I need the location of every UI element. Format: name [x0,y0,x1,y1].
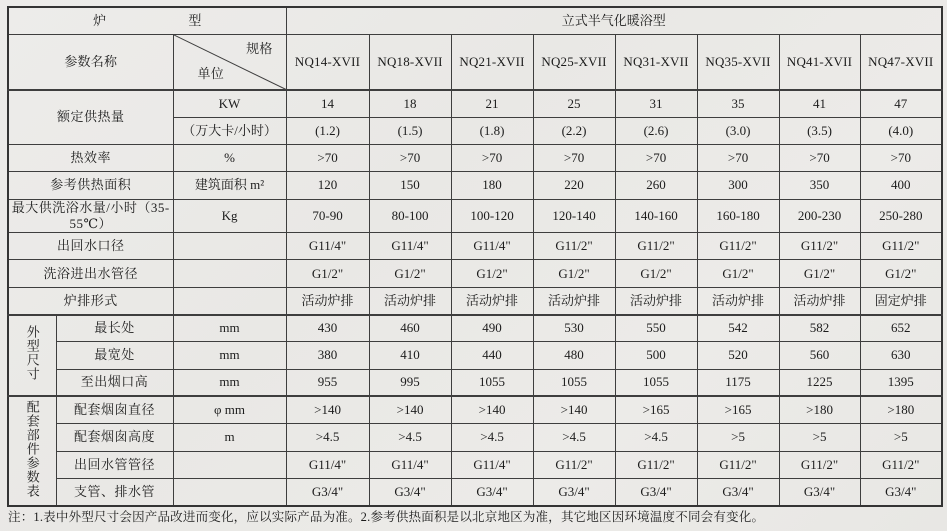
value-cell: G11/2" [860,233,942,260]
value-cell: G1/2" [451,260,533,287]
value-cell: (3.0) [697,117,779,144]
value-cell: 100-120 [451,199,533,233]
value-cell: >70 [286,145,369,172]
value-cell: 490 [451,315,533,342]
spec-table [7,6,943,507]
value-cell: G3/4" [369,478,451,505]
model-header: NQ41-XVII [779,34,860,90]
value-cell: 150 [369,172,451,199]
table-row [8,145,942,172]
unit-cell: m [173,424,286,451]
param-name: 最宽处 [56,342,173,369]
value-cell: (3.5) [779,117,860,144]
unit-cell: mm [173,369,286,396]
value-cell: >140 [451,396,533,423]
value-cell: >4.5 [286,424,369,451]
value-cell: 活动炉排 [533,287,615,314]
value-cell: (4.0) [860,117,942,144]
param-name: 参考供热面积 [8,172,173,199]
value-cell: 260 [615,172,697,199]
unit-cell [173,287,286,314]
unit-cell [173,478,286,505]
value-cell: 380 [286,342,369,369]
value-cell: >5 [697,424,779,451]
value-cell: G11/2" [533,233,615,260]
value-cell: >5 [779,424,860,451]
value-cell: G11/4" [286,233,369,260]
unit-cell: 建筑面积 m² [173,172,286,199]
value-cell: 440 [451,342,533,369]
value-cell: 560 [779,342,860,369]
value-cell: 120 [286,172,369,199]
value-cell: 14 [286,90,369,117]
value-cell: 500 [615,342,697,369]
value-cell: G11/4" [451,233,533,260]
value-cell: (1.5) [369,117,451,144]
value-cell: >140 [286,396,369,423]
value-cell: 1225 [779,369,860,396]
value-cell: 活动炉排 [369,287,451,314]
value-cell: 活动炉排 [779,287,860,314]
value-cell: 25 [533,90,615,117]
param-name: 热效率 [8,145,173,172]
value-cell: 180 [451,172,533,199]
value-cell: G1/2" [615,260,697,287]
table-row [8,478,942,505]
model-header: NQ35-XVII [697,34,779,90]
table-row [8,396,942,423]
value-cell: 542 [697,315,779,342]
group-label-dimensions [8,315,56,397]
value-cell: G11/2" [779,233,860,260]
value-cell: 582 [779,315,860,342]
value-cell: >4.5 [451,424,533,451]
value-cell: G3/4" [697,478,779,505]
value-cell: 1055 [533,369,615,396]
model-header: NQ14-XVII [286,34,369,90]
param-name-header: 参数名称 [8,34,173,90]
value-cell: >4.5 [369,424,451,451]
spec-unit-diagonal-cell [173,34,286,90]
value-cell: 1055 [451,369,533,396]
value-cell: 300 [697,172,779,199]
table-row [8,424,942,451]
table-row [8,199,942,233]
param-name: 炉排形式 [8,287,173,314]
value-cell: 活动炉排 [451,287,533,314]
unit-cell: mm [173,315,286,342]
spec-label: 规格 [246,40,273,56]
group-label-text: 外型尺寸 [24,325,40,382]
value-cell: G1/2" [697,260,779,287]
value-cell: 21 [451,90,533,117]
value-cell: 1395 [860,369,942,396]
value-cell: 活动炉排 [286,287,369,314]
value-cell: 480 [533,342,615,369]
model-header: NQ31-XVII [615,34,697,90]
value-cell: (2.6) [615,117,697,144]
table-row [8,90,942,117]
value-cell: G1/2" [369,260,451,287]
value-cell: 160-180 [697,199,779,233]
model-header: NQ25-XVII [533,34,615,90]
value-cell: G3/4" [860,478,942,505]
value-cell: >70 [369,145,451,172]
series-title: 立式半气化暖浴型 [286,7,942,34]
unit-cell: mm [173,342,286,369]
value-cell: (1.8) [451,117,533,144]
param-name: 支管、排水管 [56,478,173,505]
value-cell: G11/4" [286,451,369,478]
value-cell: 200-230 [779,199,860,233]
param-name: 配套烟囱直径 [56,396,173,423]
value-cell: >165 [615,396,697,423]
value-cell: 固定炉排 [860,287,942,314]
value-cell: G3/4" [451,478,533,505]
table-row [8,315,942,342]
table-row [8,451,942,478]
footnote: 注：1.表中外型尺寸会因产品改进而变化，应以实际产品为准。2.参考供热面积是以北京地区为准，其它地区因环境温度不同会有变化。 [8,510,765,524]
value-cell: 460 [369,315,451,342]
value-cell: G1/2" [860,260,942,287]
unit-cell: % [173,145,286,172]
table-row [8,233,942,260]
value-cell: G3/4" [615,478,697,505]
furnace-type-char-2: 型 [188,12,202,28]
value-cell: G11/2" [697,451,779,478]
value-cell: 120-140 [533,199,615,233]
value-cell: 活动炉排 [697,287,779,314]
value-cell: >70 [615,145,697,172]
value-cell: 41 [779,90,860,117]
table-row [8,342,942,369]
furnace-type-label [11,13,284,29]
value-cell: 995 [369,369,451,396]
furnace-type-char-1: 炉 [93,12,107,28]
table-row [8,172,942,199]
value-cell: 35 [697,90,779,117]
model-header: NQ47-XVII [860,34,942,90]
value-cell: G3/4" [533,478,615,505]
value-cell: >70 [533,145,615,172]
unit-cell: （万大卡/小时） [173,117,286,144]
value-cell: >140 [533,396,615,423]
value-cell: >70 [860,145,942,172]
value-cell: G11/4" [369,451,451,478]
table-row [8,260,942,287]
table-row [8,7,942,34]
value-cell: G3/4" [286,478,369,505]
param-name: 洗浴进出水管径 [8,260,173,287]
value-cell: G11/2" [615,233,697,260]
value-cell: >70 [697,145,779,172]
value-cell: G11/2" [779,451,860,478]
group-label-accessories [8,396,56,505]
value-cell: >4.5 [533,424,615,451]
value-cell: 550 [615,315,697,342]
table-row [8,34,942,90]
value-cell: >70 [451,145,533,172]
value-cell: G11/4" [369,233,451,260]
table-row [8,369,942,396]
value-cell: >4.5 [615,424,697,451]
value-cell: (1.2) [286,117,369,144]
value-cell: 400 [860,172,942,199]
value-cell: G3/4" [779,478,860,505]
value-cell: >180 [779,396,860,423]
value-cell: G11/2" [615,451,697,478]
unit-cell [173,451,286,478]
unit-cell: Kg [173,199,286,233]
value-cell: 80-100 [369,199,451,233]
value-cell: 652 [860,315,942,342]
value-cell: G1/2" [533,260,615,287]
param-name: 最长处 [56,315,173,342]
param-name: 额定供热量 [8,90,173,145]
value-cell: 430 [286,315,369,342]
value-cell: G11/2" [697,233,779,260]
value-cell: G1/2" [779,260,860,287]
unit-cell [173,233,286,260]
model-header: NQ21-XVII [451,34,533,90]
furnace-type-header [8,7,286,34]
value-cell: >165 [697,396,779,423]
value-cell: 530 [533,315,615,342]
value-cell: 1055 [615,369,697,396]
param-name: 出回水口径 [8,233,173,260]
value-cell: G11/2" [860,451,942,478]
value-cell: 410 [369,342,451,369]
table-row [8,287,942,314]
value-cell: 140-160 [615,199,697,233]
unit-label: 单位 [197,65,224,81]
param-name: 出回水管管径 [56,451,173,478]
value-cell: >180 [860,396,942,423]
value-cell: 1175 [697,369,779,396]
value-cell: >5 [860,424,942,451]
value-cell: 955 [286,369,369,396]
value-cell: 520 [697,342,779,369]
value-cell: 350 [779,172,860,199]
value-cell: 220 [533,172,615,199]
value-cell: (2.2) [533,117,615,144]
unit-cell: φ mm [173,396,286,423]
value-cell: >140 [369,396,451,423]
value-cell: G11/4" [451,451,533,478]
value-cell: 31 [615,90,697,117]
value-cell: G11/2" [533,451,615,478]
unit-cell [173,260,286,287]
model-header: NQ18-XVII [369,34,451,90]
value-cell: 18 [369,90,451,117]
value-cell: 630 [860,342,942,369]
param-name: 至出烟口高 [56,369,173,396]
value-cell: 70-90 [286,199,369,233]
value-cell: >70 [779,145,860,172]
value-cell: 活动炉排 [615,287,697,314]
value-cell: G1/2" [286,260,369,287]
group-label-text: 配套部件参数表 [24,399,40,498]
unit-cell: KW [173,90,286,117]
value-cell: 250-280 [860,199,942,233]
value-cell: 47 [860,90,942,117]
param-name: 配套烟囱高度 [56,424,173,451]
param-name: 最大供洗浴水量/小时（35-55℃） [8,199,173,233]
